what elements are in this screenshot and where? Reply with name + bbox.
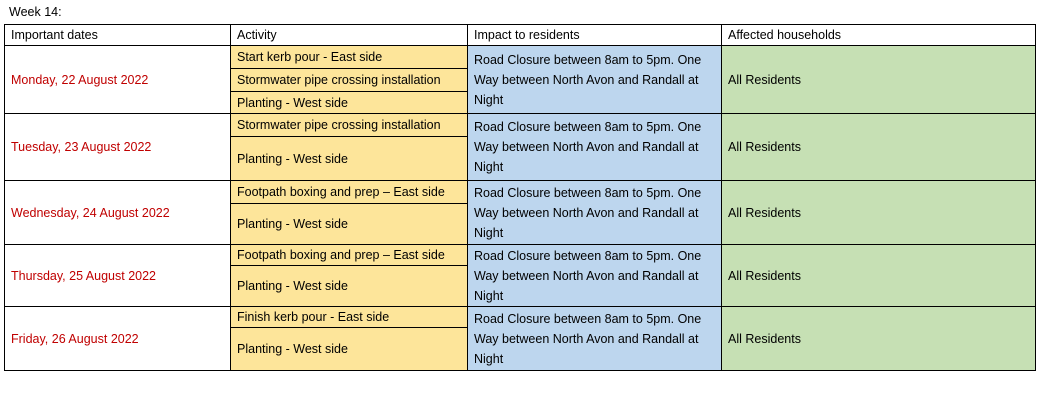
date-cell: Friday, 26 August 2022 <box>5 307 231 371</box>
header-activity: Activity <box>231 25 468 46</box>
table-row <box>5 181 1036 204</box>
households-cell: All Residents <box>722 181 1036 245</box>
table-row <box>5 307 1036 328</box>
impact-cell: Road Closure between 8am to 5pm. One Way between North Avon and Randall at Night <box>468 307 722 371</box>
table-row <box>5 114 1036 137</box>
schedule-table <box>4 24 1036 371</box>
activity-cell: Planting - West side <box>231 204 468 245</box>
impact-cell: Road Closure between 8am to 5pm. One Way between North Avon and Randall at Night <box>468 245 722 307</box>
activity-cell: Planting - West side <box>231 92 468 114</box>
activity-cell: Stormwater pipe crossing installation <box>231 69 468 92</box>
table-row <box>5 46 1036 69</box>
header-impact: Impact to residents <box>468 25 722 46</box>
households-cell: All Residents <box>722 245 1036 307</box>
impact-cell: Road Closure between 8am to 5pm. One Way between North Avon and Randall at Night <box>468 46 722 114</box>
activity-cell: Finish kerb pour - East side <box>231 307 468 328</box>
impact-cell: Road Closure between 8am to 5pm. One Way between North Avon and Randall at Night <box>468 181 722 245</box>
date-cell: Tuesday, 23 August 2022 <box>5 114 231 181</box>
date-cell: Monday, 22 August 2022 <box>5 46 231 114</box>
activity-cell: Planting - West side <box>231 137 468 181</box>
activity-cell: Start kerb pour - East side <box>231 46 468 69</box>
activity-cell: Footpath boxing and prep – East side <box>231 245 468 266</box>
impact-cell: Road Closure between 8am to 5pm. One Way between North Avon and Randall at Night <box>468 114 722 181</box>
households-cell: All Residents <box>722 114 1036 181</box>
header-row <box>5 25 1036 46</box>
households-cell: All Residents <box>722 46 1036 114</box>
header-affected-households: Affected households <box>722 25 1036 46</box>
header-important-dates: Important dates <box>5 25 231 46</box>
week-label: Week 14: <box>9 5 62 19</box>
activity-cell: Planting - West side <box>231 266 468 307</box>
date-cell: Wednesday, 24 August 2022 <box>5 181 231 245</box>
activity-cell: Stormwater pipe crossing installation <box>231 114 468 137</box>
activity-cell: Planting - West side <box>231 328 468 371</box>
table-row <box>5 245 1036 266</box>
households-cell: All Residents <box>722 307 1036 371</box>
activity-cell: Footpath boxing and prep – East side <box>231 181 468 204</box>
date-cell: Thursday, 25 August 2022 <box>5 245 231 307</box>
